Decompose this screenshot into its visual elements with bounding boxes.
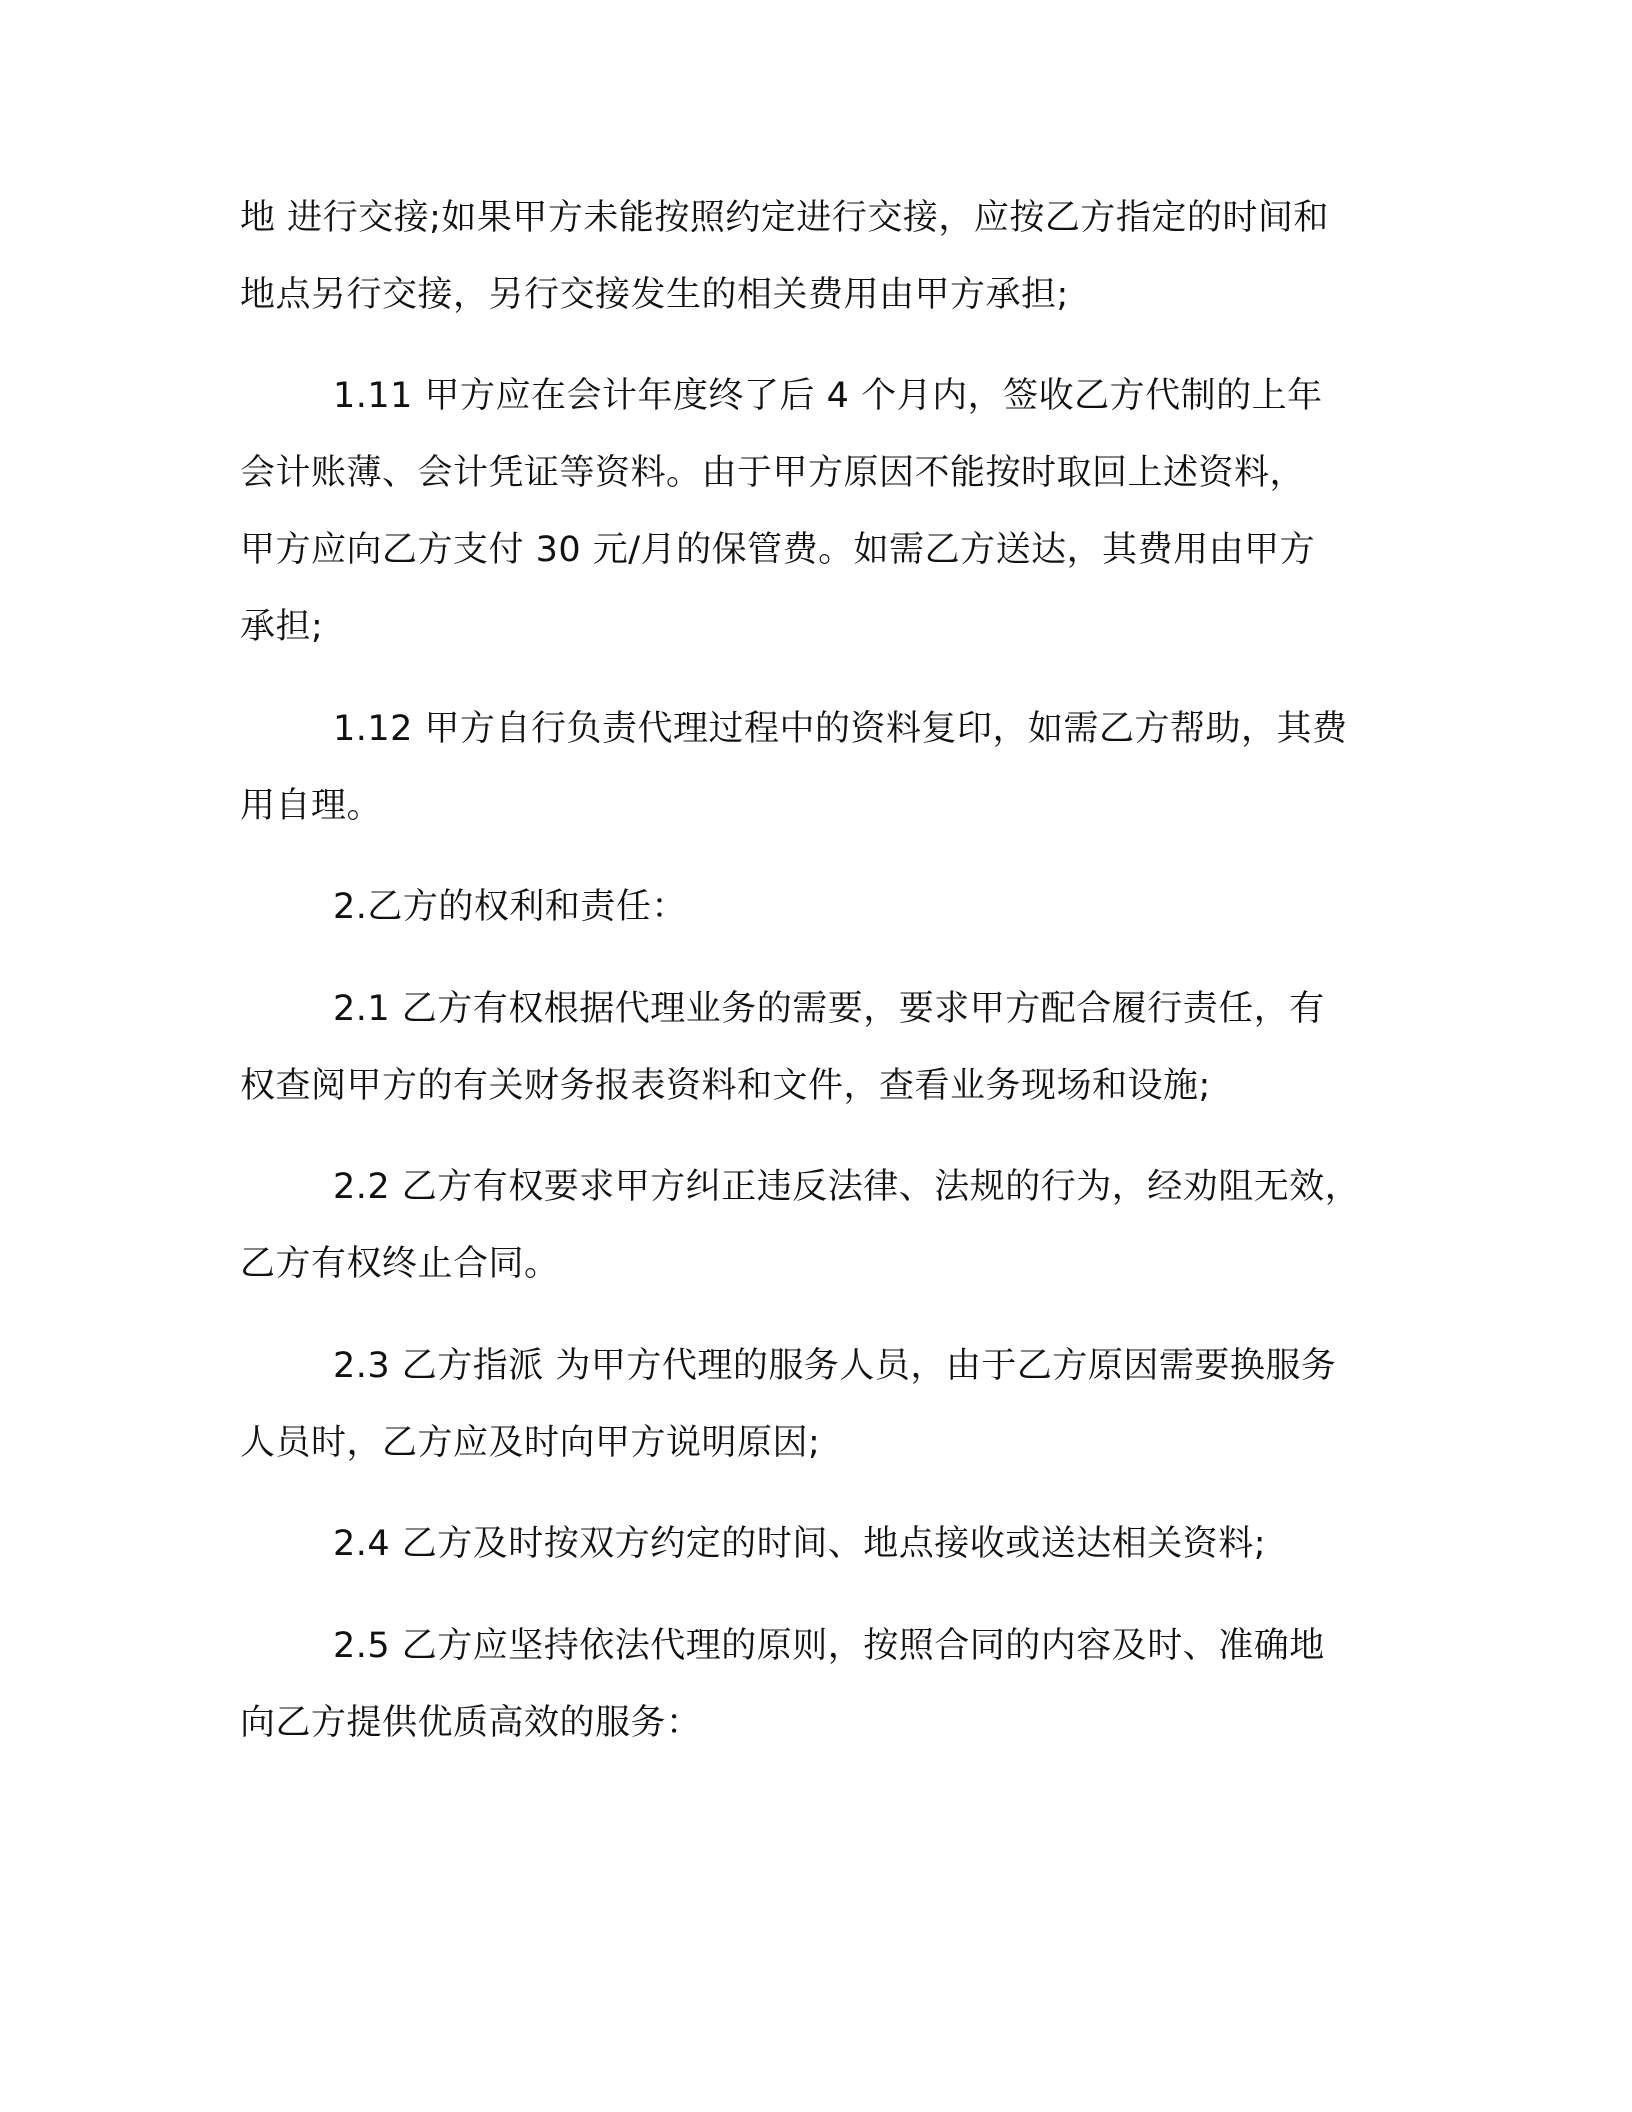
text-line: 用自理。 — [240, 786, 383, 826]
text-line: 人员时，乙方应及时向甲方说明原因; — [240, 1423, 821, 1463]
text-line: 地点另行交接，另行交接发生的相关费用由甲方承担; — [240, 275, 1069, 315]
clause-1-11-heading-line: 1.11 甲方应在会计年度终了后 4 个月内，签收乙方代制的上年 — [333, 376, 1323, 416]
text-line: 向乙方提供优质高效的服务： — [240, 1703, 702, 1743]
clause-2-4-line: 2.4 乙方及时按双方约定的时间、地点接收或送达相关资料; — [333, 1524, 1267, 1564]
section-2-heading: 2.乙方的权利和责任： — [333, 887, 687, 927]
clause-2-2-heading-line: 2.2 乙方有权要求甲方纠正违反法律、法规的行为，经劝阻无效， — [333, 1167, 1361, 1207]
clause-2-1-heading-line: 2.1 乙方有权根据代理业务的需要，要求甲方配合履行责任，有 — [333, 989, 1325, 1029]
text-line: 地 进行交接;如果甲方未能按照约定进行交接，应按乙方指定的时间和 — [240, 198, 1329, 238]
text-line: 权查阅甲方的有关财务报表资料和文件，查看业务现场和设施; — [240, 1066, 1211, 1106]
clause-1-12-heading-line: 1.12 甲方自行负责代理过程中的资料复印，如需乙方帮助，其费 — [333, 709, 1348, 749]
clause-2-5-heading-line: 2.5 乙方应坚持依法代理的原则，按照合同的内容及时、准确地 — [333, 1626, 1325, 1666]
text-line: 会计账薄、会计凭证等资料。由于甲方原因不能按时取回上述资料， — [240, 453, 1306, 493]
text-line: 甲方应向乙方支付 30 元/月的保管费。如需乙方送达，其费用由甲方 — [240, 530, 1316, 570]
clause-2-3-heading-line: 2.3 乙方指派 为甲方代理的服务人员，由于乙方原因需要换服务 — [333, 1346, 1337, 1386]
text-line: 承担; — [240, 607, 324, 647]
text-line: 乙方有权终止合同。 — [240, 1244, 560, 1284]
